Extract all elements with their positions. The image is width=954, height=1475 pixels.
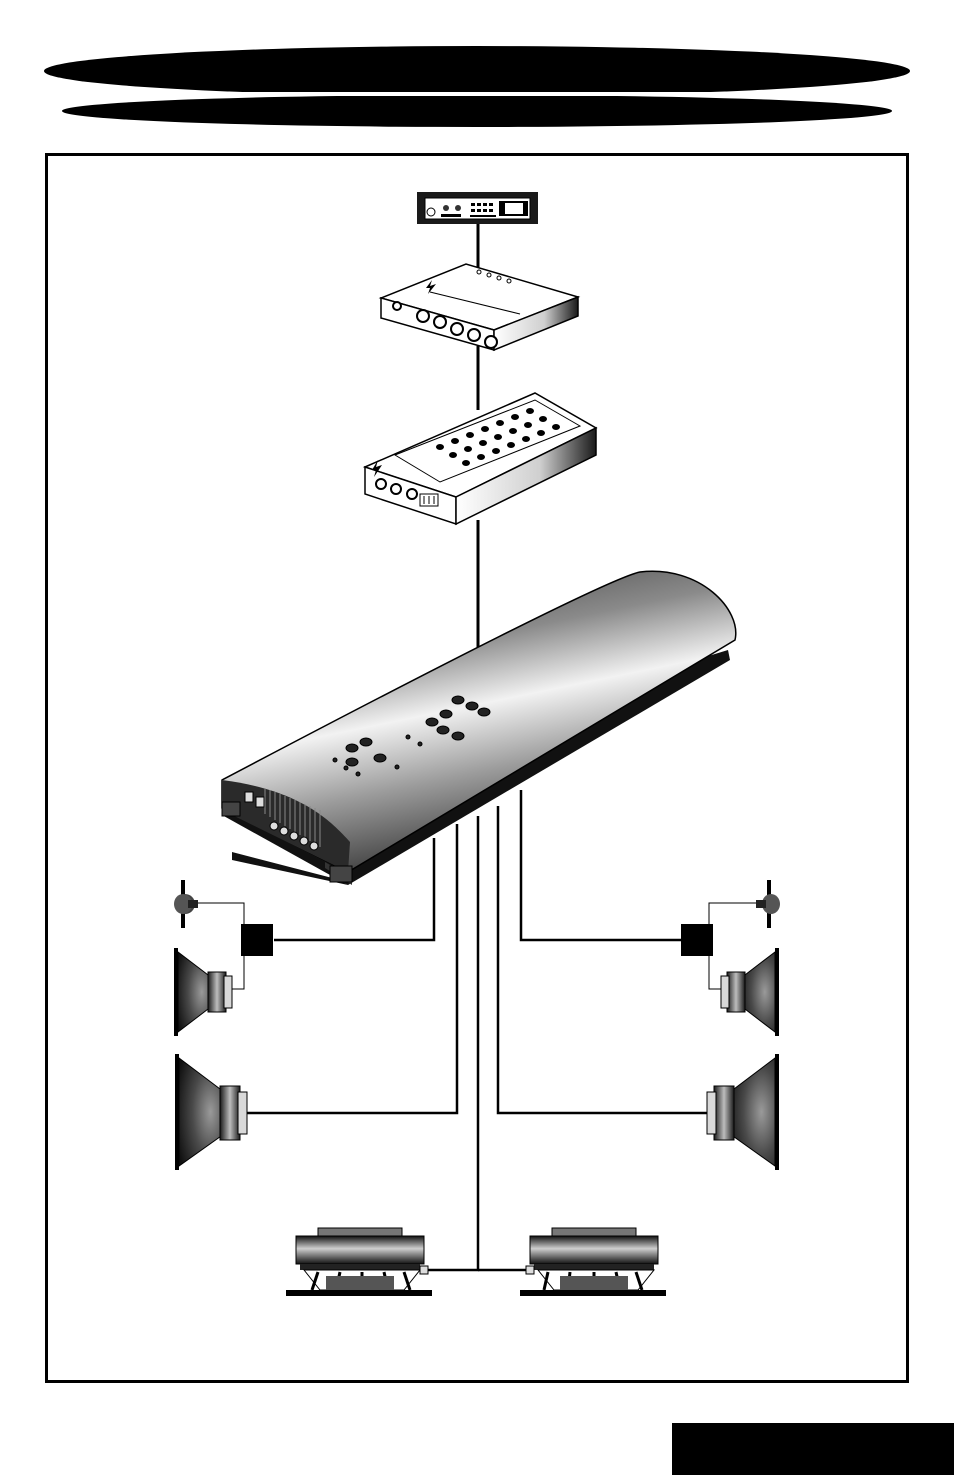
footer-page-tab: [672, 1423, 954, 1475]
diagram-frame: [45, 153, 909, 1383]
header-banner: [40, 46, 914, 127]
